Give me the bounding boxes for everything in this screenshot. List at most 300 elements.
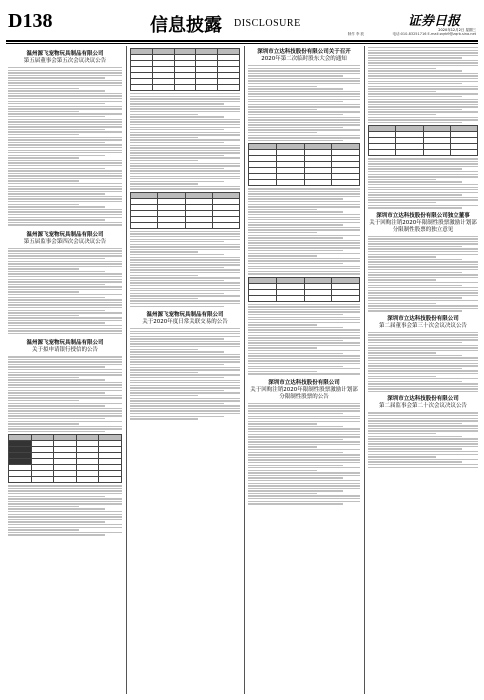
text-line [8,485,122,486]
text-line [8,431,105,432]
text-line [8,261,122,262]
text-line [368,109,462,110]
text-line [248,410,360,411]
text-line [248,271,360,272]
text-line [368,451,478,452]
notice-title: 第五届监事会第四次会议决议公告 [23,238,107,245]
text-line [8,304,122,305]
text-line [130,400,240,401]
notice-body [130,328,240,420]
column-3 [248,46,360,694]
text-line [130,356,240,357]
text-line [8,516,122,517]
table-cell [249,180,277,186]
text-line [8,322,105,323]
text-line [248,135,360,136]
text-line [130,416,224,417]
notice-heading [368,316,478,330]
text-line [368,205,478,206]
text-line [8,501,122,502]
text-line [8,77,105,78]
text-line [248,306,360,307]
text-line [8,196,122,197]
text-line [130,398,240,399]
text-line [368,119,478,120]
text-line [248,441,360,442]
text-line [130,364,224,365]
text-line [8,276,122,277]
text-line [130,328,240,329]
text-line [8,511,122,512]
text-line [8,106,122,107]
table-cell [450,150,477,156]
text-line [368,376,436,377]
text-line [368,88,478,89]
text-line [248,78,360,79]
text-line [8,101,122,102]
text-line [248,268,360,269]
text-line [130,385,240,386]
text-line [130,251,198,252]
text-line [130,269,240,270]
text-line [248,360,360,361]
text-line [368,441,478,442]
text-line [8,93,122,94]
text-line [248,439,343,440]
text-line [368,68,436,69]
text-line [8,88,79,89]
text-line [8,361,122,362]
text-line [8,162,122,163]
text-line [368,300,478,301]
table-cell [304,180,332,186]
table-row [249,180,360,186]
text-line [248,214,360,215]
text-line [130,300,240,301]
text-line [8,70,122,71]
text-line [8,108,122,109]
text-line [8,98,122,99]
text-line [248,250,343,251]
text-line [130,282,240,283]
text-line [368,194,462,195]
text-line [248,446,317,447]
text-line [248,258,360,259]
text-line [368,65,478,66]
text-line [248,106,360,107]
text-line [248,470,317,471]
text-line [368,236,478,237]
text-line [130,176,240,177]
text-line [248,83,360,84]
text-line [248,353,343,354]
text-line [248,457,360,458]
text-line [130,277,240,278]
text-line [368,337,478,338]
notice-title: 关于回购注销2020年限制性股票激励计划部分限制性股票的独立意见 [369,219,477,233]
notice-title: 2020年第二次临时股东大会的通知 [261,56,347,62]
table-cell [185,222,212,228]
proxy-table [248,277,360,302]
text-line [248,80,360,81]
notice-company: 深圳市立达科技股份有限公司独立董事 [376,212,470,219]
text-line [248,413,343,414]
text-line [248,416,360,417]
text-line [130,96,240,97]
text-line [368,428,478,429]
text-line [8,384,122,385]
text-line [8,415,122,416]
text-line [248,332,360,333]
text-line [8,119,122,120]
text-line [368,365,478,366]
notice-heading [368,213,478,234]
data-table [130,192,240,229]
text-line [130,359,240,360]
text-line [368,264,478,265]
text-line [368,363,478,364]
text-line [368,78,478,79]
text-line [248,86,317,87]
text-line [248,335,360,336]
notice-body [368,412,478,468]
text-line [130,262,240,263]
notice-heading [8,232,122,246]
text-line [8,521,105,522]
text-line [248,428,360,429]
text-line [248,373,360,374]
column-divider [126,46,127,694]
text-line [130,233,240,234]
text-line [248,132,317,133]
section-title: 信息披露 [150,15,222,36]
text-line [248,198,343,199]
text-line [248,322,360,323]
text-line [130,124,240,125]
text-line [8,82,122,83]
text-line [8,191,122,192]
table-cell [174,85,196,91]
text-line [368,454,478,455]
text-line [8,248,122,249]
text-line [248,405,360,406]
table-cell [158,222,185,228]
text-line [248,462,360,463]
notice-title: 第二届监事会第二十次会议决议公告 [378,403,467,410]
text-line [130,285,240,286]
text-line [8,356,122,357]
text-line [248,403,360,404]
text-line [368,467,478,468]
text-line [130,303,240,304]
text-line [8,302,122,303]
text-line [8,297,105,298]
text-line [8,395,122,396]
text-line [248,117,360,118]
text-line [248,371,317,372]
text-line [248,480,360,481]
text-line [248,75,343,76]
text-line [368,350,478,351]
table-cell [369,150,396,156]
text-line [248,434,360,435]
text-line [248,217,360,218]
notice-heading [8,51,122,65]
text-line [8,137,122,138]
table-cell [131,85,153,91]
text-line [130,395,198,396]
text-line [8,320,122,321]
text-line [368,425,478,426]
text-line [248,209,317,210]
text-line [8,289,122,290]
text-line [8,255,122,256]
text-line [130,246,240,247]
text-line [368,352,436,353]
text-line [248,73,360,74]
text-line [368,383,478,384]
text-line [248,485,360,486]
text-line [130,275,198,276]
text-line [368,60,478,61]
text-line [8,397,122,398]
text-line [130,127,240,128]
text-line [248,329,360,330]
text-line [130,354,240,355]
text-line [8,142,105,143]
text-line [248,140,343,141]
text-line [130,170,240,171]
text-line [130,336,240,337]
text-line [368,290,478,291]
table-cell [332,180,360,186]
text-line [8,328,122,329]
text-line [130,413,240,414]
text-line [248,475,360,476]
text-line [248,358,360,359]
text-line [248,101,343,102]
text-line [8,250,122,251]
text-line [368,355,462,356]
issue-date: 2020年12月2日 星期三 [438,28,476,32]
notice-company: 深圳市立达科技股份有限公司 [387,396,459,403]
text-line [368,436,462,437]
text-line [8,131,122,132]
text-line [248,206,360,207]
text-line [8,493,122,494]
table-cell [54,477,77,483]
column-2 [130,46,240,694]
text-line [368,243,478,244]
table-cell [31,477,54,483]
text-line [248,88,343,89]
text-line [368,256,436,257]
text-line [248,124,360,125]
notice-body [248,304,360,375]
text-line [130,116,224,117]
text-line [130,372,198,373]
text-line [368,285,462,286]
text-line [248,70,360,71]
text-line [8,219,105,220]
text-line [130,331,240,332]
text-line [130,139,240,140]
table-row [131,222,240,228]
text-line [368,456,436,457]
notice-heading [8,340,122,354]
text-line [368,391,478,392]
table-row [131,85,240,91]
table-cell [218,85,240,91]
text-line [368,334,478,335]
text-line [368,269,478,270]
text-line [368,86,478,87]
text-line [368,197,478,198]
text-line [8,193,105,194]
text-line [368,163,478,164]
text-line [130,142,224,143]
text-line [368,52,478,53]
text-line [130,408,240,409]
text-line [368,381,462,382]
text-line [8,405,105,406]
text-line [368,57,462,58]
text-line [8,273,122,274]
notice-company: 深圳市立达科技股份有限公司 [268,379,340,386]
text-line [8,325,122,326]
text-line [8,180,79,181]
text-line [8,524,122,525]
text-line [248,114,343,115]
text-line [8,129,105,130]
newspaper-logo: 证券日报 [407,14,460,29]
table-cell [131,222,158,228]
text-line [8,204,79,205]
text-line [130,132,240,133]
text-line [368,464,478,465]
text-line [130,160,198,161]
text-line [130,390,224,391]
text-line [368,272,462,273]
text-line [130,157,240,158]
masthead-rule-thin [6,43,478,44]
table-row [249,295,360,301]
text-line [248,109,317,110]
table-cell [212,222,239,228]
text-line [248,431,360,432]
text-line [130,290,240,291]
column-1 [8,46,122,694]
text-line [130,173,240,174]
text-line [248,501,360,502]
text-line [8,310,105,311]
text-line [8,258,105,259]
column-4 [368,46,478,694]
text-line [368,81,478,82]
text-line [368,101,478,102]
text-line [8,198,122,199]
text-line [8,183,122,184]
text-line [248,229,360,230]
text-line [8,333,122,334]
notice-company: 深圳市立达科技股份有限公司 [387,315,459,322]
text-line [368,347,478,348]
text-line [130,183,198,184]
text-line [130,121,240,122]
notice-heading [130,312,240,326]
text-line [8,134,79,135]
text-line [130,108,240,109]
text-line [130,338,224,339]
text-line [368,438,478,439]
text-line [248,347,317,348]
text-line [8,155,105,156]
text-line [8,294,122,295]
text-line [248,247,360,248]
text-line [368,368,462,369]
text-line [130,410,240,411]
text-line [8,165,122,166]
text-line [8,103,105,104]
table-cell [276,295,304,301]
text-line [248,273,360,274]
credit-table [8,434,122,483]
notice-body [368,158,478,208]
notice-body [248,188,360,274]
text-line [130,147,240,148]
text-line [8,253,122,254]
text-line [248,253,360,254]
text-line [248,490,343,491]
text-line [248,436,360,437]
text-line [8,209,122,210]
text-line [130,361,240,362]
data-table [368,125,478,156]
text-line [8,224,122,225]
text-line [368,420,478,421]
text-line [8,413,122,414]
text-line [248,201,360,202]
text-line [8,72,122,73]
text-line [248,337,360,338]
text-line [130,298,198,299]
text-line [8,403,122,404]
text-line [130,377,224,378]
text-line [8,160,122,161]
text-line [248,93,360,94]
text-line [130,188,240,189]
text-line [130,145,240,146]
text-line [130,343,240,344]
text-line [8,266,122,267]
text-line [248,240,360,241]
text-line [368,266,478,267]
text-line [130,178,240,179]
text-line [8,496,105,497]
text-line [248,91,360,92]
text-line [248,227,360,228]
table-cell [9,477,32,483]
text-line [8,211,122,212]
text-line [248,449,360,450]
text-line [8,116,105,117]
text-line [248,188,360,189]
text-line [368,248,478,249]
text-line [368,459,478,460]
text-line [130,241,224,242]
text-line [368,73,478,74]
text-line [368,166,478,167]
